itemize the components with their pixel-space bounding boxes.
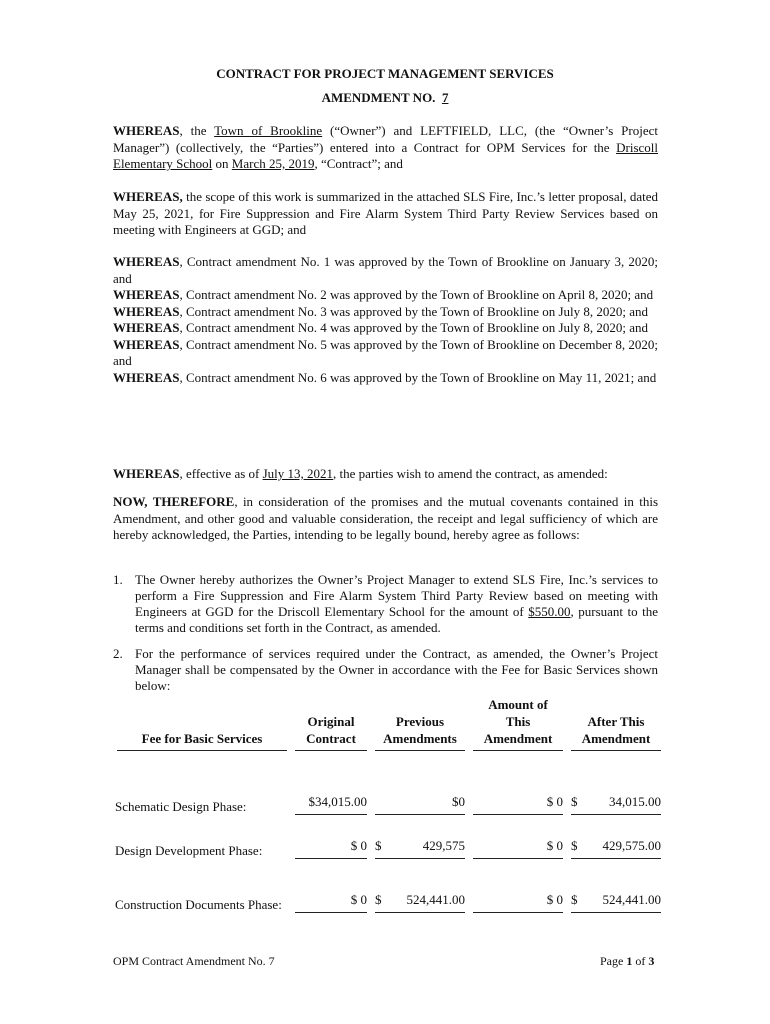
now-therefore: NOW, THEREFORE, in consideration of the promises and the mutual covenants contained in this Amendment, and other good and valuable consideration, the receipt and legal sufficiency of which are hereby acknowledged, the Parties, intending to be legally bound, hereby agree as follows:	[113, 494, 658, 542]
document-title: CONTRACT FOR PROJECT MANAGEMENT SERVICES	[216, 66, 554, 81]
table-row: Design Development Phase: $ 0 $ 429,575 $ 0 $ 429,575.00	[115, 838, 661, 858]
school-name: Driscoll Elementary School	[113, 139, 658, 171]
amendment-heading	[0, 90, 770, 106]
table-row: Construction Documents Phase: $ 0 $ 524,441.00 $ 0 $ 524,441.00	[115, 892, 661, 912]
contract-date: March 25, 2019	[231, 156, 315, 171]
footer-document-name: OPM Contract Amendment No. 7	[113, 954, 275, 968]
whereas-amendments	[113, 254, 658, 386]
amendment-5: WHEREAS, Contract amendment No. 5 was approved by the Town of Brookline on December 8, 2020; and	[113, 336, 658, 368]
owner-name: Town of Brookline	[214, 123, 323, 138]
col-header-previous: Previous Amendments	[371, 696, 469, 751]
footer-page-number: Page 1 of 3	[600, 954, 655, 968]
whereas-scope: WHEREAS, the scope of this work is summarized in the attached SLS Fire, Inc.’s letter proposal, dated May 25, 2021, for Fire Suppression and Fire Alarm System Third Party Review Services based on meeting with Engineers at GGD; and	[113, 189, 658, 237]
amendment-amount: $550.00	[528, 604, 571, 619]
whereas-label: WHEREAS	[113, 123, 180, 138]
amendment-4: WHEREAS, Contract amendment No. 4 was approved by the Town of Brookline on July 8, 2020; and	[113, 320, 649, 335]
whereas-effective: WHEREAS, effective as of July 13, 2021, the parties wish to amend the contract, as amended:	[113, 466, 608, 481]
numbered-item-2: 2. For the performance of services required under the Contract, as amended, the Owner’s Project Manager shall be compensated by the Owner in accordance with the Fee for Basic Services shown below:	[113, 646, 658, 693]
col-header-this-amendment: Amount of This Amendment	[469, 696, 567, 751]
amendment-6: WHEREAS, Contract amendment No. 6 was approved by the Town of Brookline on May 11, 2021; and	[113, 369, 657, 385]
amendment-prefix: AMENDMENT NO.	[321, 90, 436, 105]
effective-date: July 13, 2021	[262, 466, 334, 481]
col-header-original: Original Contract	[291, 696, 371, 751]
col-header-after: After This Amendment	[567, 696, 665, 751]
fee-table	[113, 696, 665, 913]
table-row: Schematic Design Phase: $34,015.00 $0 $ 0 $ 34,015.00	[115, 794, 661, 814]
whereas-parties: WHEREAS, the Town of Brookline (“Owner”) and LEFTFIELD, LLC, (the “Owner’s Project Manager”) (collectively, the “Parties”) entered into a Contract for OPM Services for the Driscoll Elementary School on March 25, 2019, “Contract”; and	[113, 123, 658, 171]
col-header-fee: Fee for Basic Services	[113, 696, 291, 751]
amendment-2: WHEREAS, Contract amendment No. 2 was approved by the Town of Brookline on April 8, 2020; and	[113, 287, 654, 302]
amendment-1: WHEREAS, Contract amendment No. 1 was approved by the Town of Brookline on January 3, 2020; and	[113, 254, 658, 286]
numbered-item-1: 1. The Owner hereby authorizes the Owner’s Project Manager to extend SLS Fire, Inc.’s services to perform a Fire Suppression and Fire Alarm System Third Party Review based on meeting with Engineers at GGD for the Driscoll Elementary School for the amount of $550.00, pursuant to the terms and conditions set forth in the Contract, as amended.	[113, 572, 659, 635]
whereas-label: WHEREAS,	[113, 189, 183, 204]
amendment-3: WHEREAS, Contract amendment No. 3 was approved by the Town of Brookline on July 8, 2020; and	[113, 303, 649, 319]
amendment-number: 7	[441, 90, 449, 105]
